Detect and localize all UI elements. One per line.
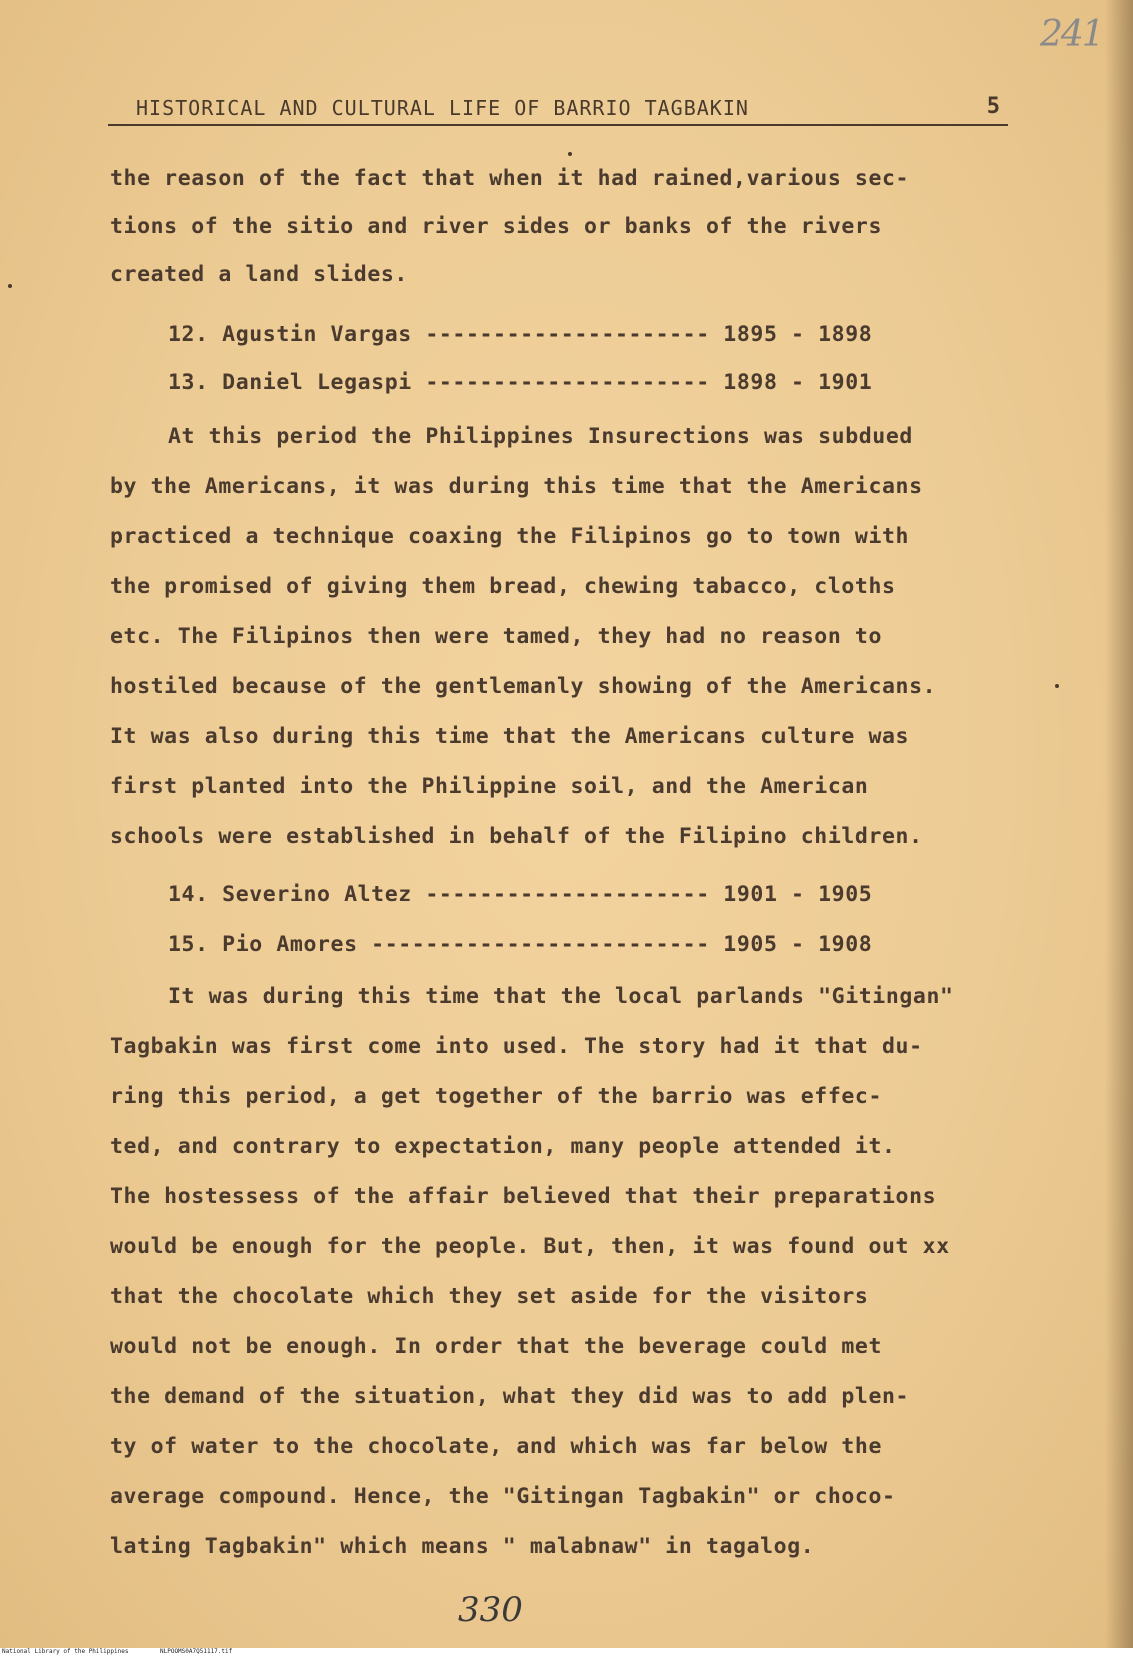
list-entry: 15. Pio Amores ------------------------- 1905 - 1908	[168, 932, 873, 957]
list-entry: 13. Daniel Legaspi --------------------- 1898 - 1901	[168, 370, 873, 395]
ink-dot	[568, 152, 572, 156]
ink-dot	[8, 284, 12, 288]
text-line: the reason of the fact that when it had rained,various sec-	[110, 166, 910, 191]
text-line: average compound. Hence, the "Gitingan Tagbakin" or choco-	[110, 1484, 896, 1509]
ink-dot	[1055, 684, 1059, 688]
text-line: created a land slides.	[110, 262, 408, 287]
text-line: ted, and contrary to expectation, many people attended it.	[110, 1134, 896, 1159]
text-line: practiced a technique coaxing the Filipinos go to town with	[110, 524, 910, 549]
text-line: hostiled because of the gentlemanly showing of the Americans.	[110, 674, 937, 699]
text-line: tions of the sitio and river sides or banks of the rivers	[110, 214, 883, 239]
text-line: would be enough for the people. But, then, it was found out xx	[110, 1234, 950, 1259]
text-line: Tagbakin was first come into used. The story had it that du-	[110, 1034, 923, 1059]
text-line: that the chocolate which they set aside for the visitors	[110, 1284, 869, 1309]
text-line: The hostessess of the affair believed that their preparations	[110, 1184, 937, 1209]
text-line: etc. The Filipinos then were tamed, they had no reason to	[110, 624, 883, 649]
text-line: by the Americans, it was during this time that the Americans	[110, 474, 923, 499]
text-line: At this period the Philippines Insurections was subdued	[168, 424, 913, 449]
text-line: first planted into the Philippine soil, and the American	[110, 774, 869, 799]
text-line: schools were established in behalf of the Filipino children.	[110, 824, 923, 849]
footer-source: National Library of the Philippines	[2, 1648, 129, 1655]
text-line: It was during this time that the local parlands "Gitingan"	[168, 984, 954, 1009]
text-line: lating Tagbakin" which means " malabnaw" in tagalog.	[110, 1534, 815, 1559]
text-line: would not be enough. In order that the beverage could met	[110, 1334, 883, 1359]
list-entry: 12. Agustin Vargas --------------------- 1895 - 1898	[168, 322, 873, 347]
text-line: the demand of the situation, what they did was to add plen-	[110, 1384, 910, 1409]
page-header	[108, 94, 1008, 126]
text-line: ring this period, a get together of the barrio was effec-	[110, 1084, 883, 1109]
text-line: ty of water to the chocolate, and which was far below the	[110, 1434, 883, 1459]
footer-filename: NLPOOMS0A7Q51117.tif	[160, 1648, 233, 1655]
header-title: HISTORICAL AND CULTURAL LIFE OF BARRIO TAGBAKIN	[136, 96, 749, 120]
text-line: It was also during this time that the Americans culture was	[110, 724, 910, 749]
handwritten-bottom-number: 330	[458, 1590, 523, 1630]
list-entry: 14. Severino Altez --------------------- 1901 - 1905	[168, 882, 873, 907]
scan-footer	[0, 1648, 1133, 1658]
page-edge-shadow	[1105, 0, 1133, 1648]
handwritten-page-number: 241	[1040, 14, 1103, 55]
text-line: the promised of giving them bread, chewing tabacco, cloths	[110, 574, 896, 599]
header-page-number: 5	[986, 94, 1000, 119]
